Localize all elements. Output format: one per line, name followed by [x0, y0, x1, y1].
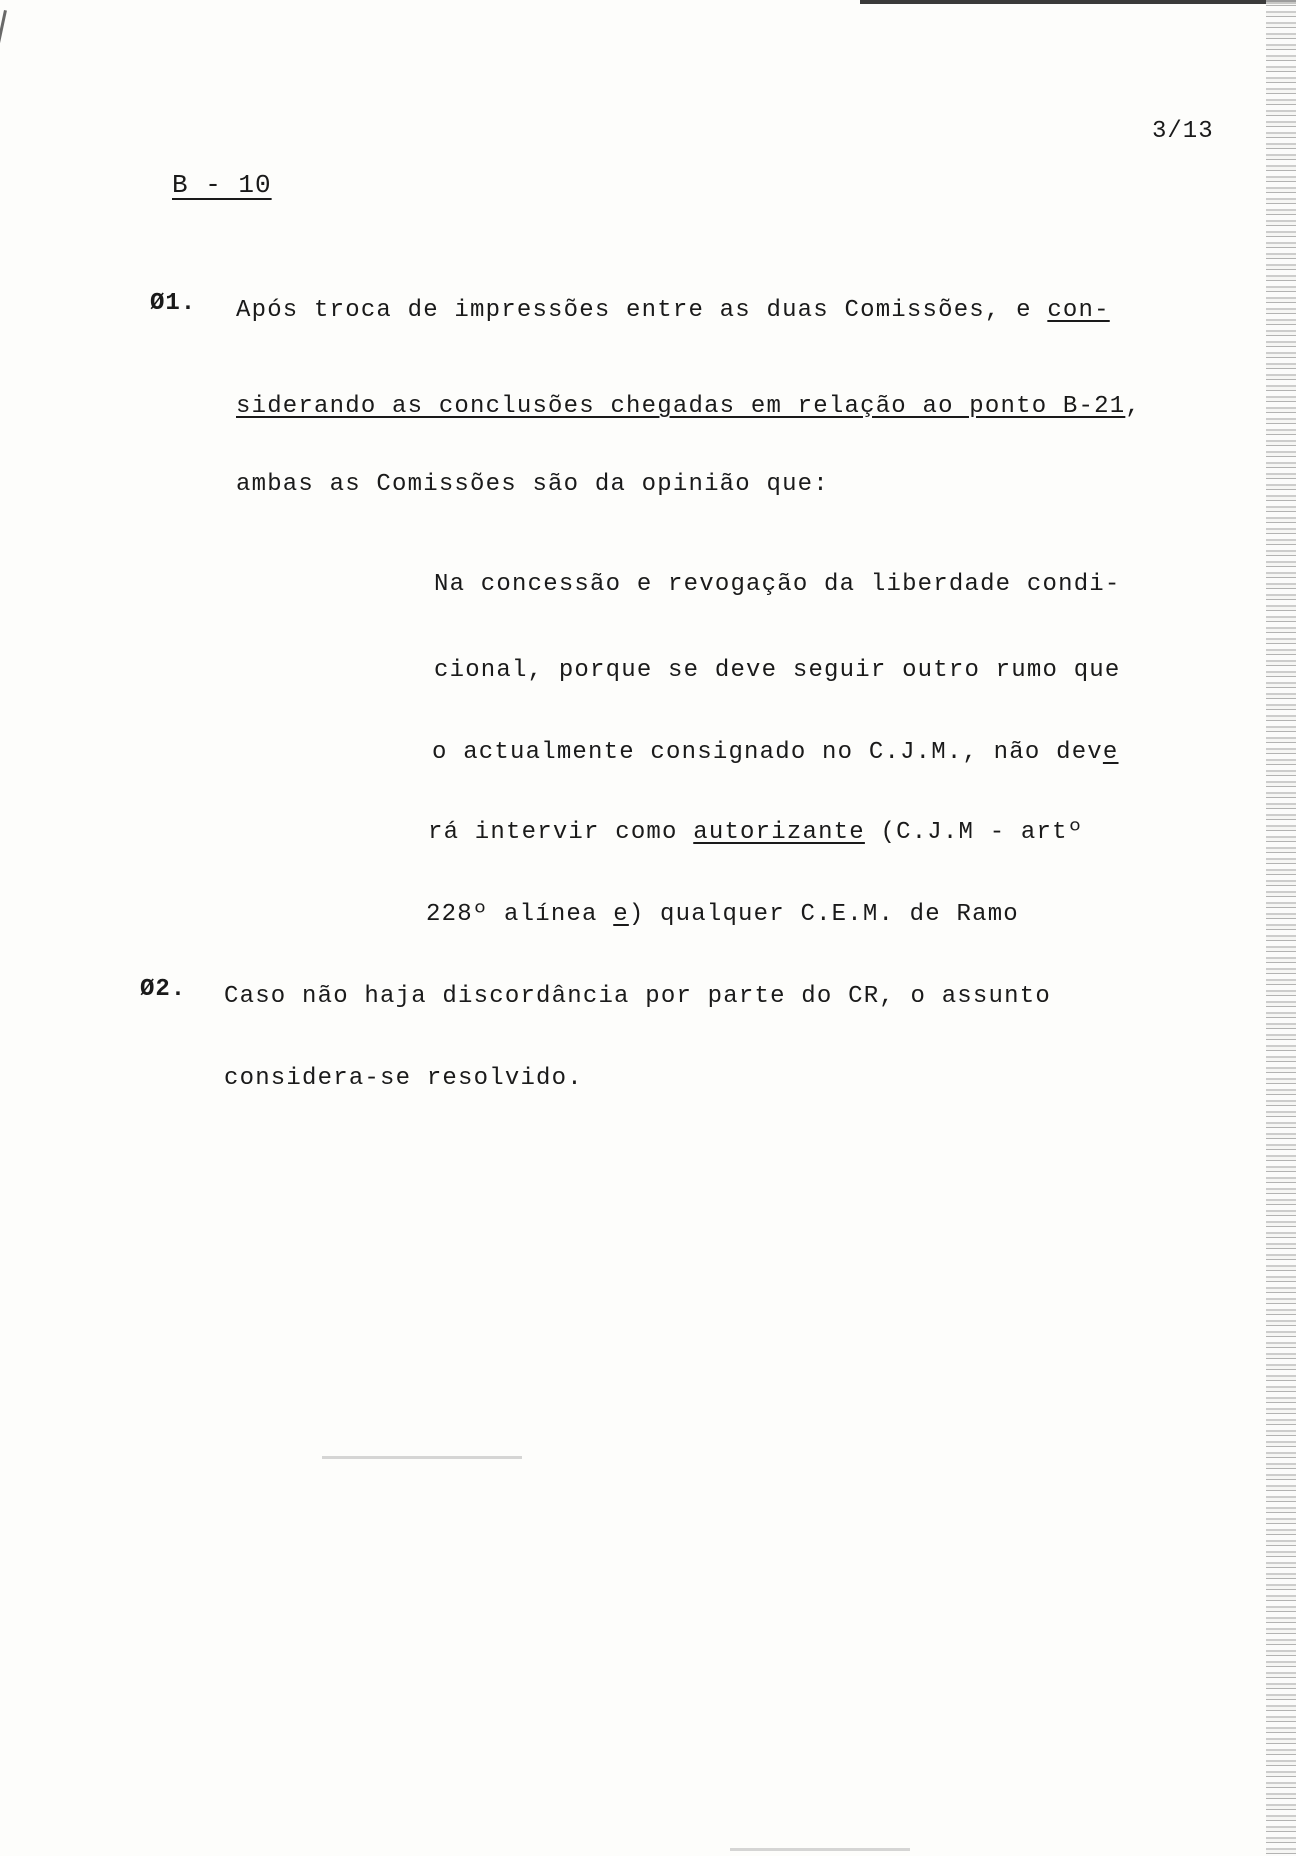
item-1-line-1-underlined: con-: [1047, 297, 1110, 324]
scan-smudge: [322, 1456, 522, 1459]
quote-line-5-tail: ) qualquer C.E.M. de Ramo: [628, 901, 1019, 928]
item-1-line-2: [236, 392, 1141, 422]
quote-line-4: [428, 818, 1083, 848]
quote-line-2: cional, porque se deve seguir outro rumo que: [434, 657, 1121, 684]
quote-line-5-underlined: e: [613, 901, 629, 928]
quote-line-5-text: 228º alínea: [426, 901, 614, 928]
item-2-line-2: considera-se resolvido.: [224, 1065, 583, 1092]
item-2-number: Ø2.: [140, 976, 187, 1003]
scan-edge-top: [860, 0, 1296, 4]
item-1-number: Ø1.: [150, 290, 197, 317]
quote-line-5: [426, 900, 1019, 930]
item-1-line-1: [236, 296, 1110, 326]
item-1-line-1-text: Após troca de impressões entre as duas Comissões, e: [236, 297, 1048, 324]
item-1-line-3: ambas as Comissões são da opinião que:: [236, 471, 829, 498]
quote-line-4-text: rá intervir como: [428, 819, 694, 846]
quote-line-4-underlined: autorizante: [693, 819, 865, 846]
scan-edge-right: [1266, 0, 1296, 1856]
item-1-line-2-text: ,: [1125, 393, 1141, 420]
section-heading: [172, 170, 272, 200]
quote-line-1: Na concessão e revogação da liberdade condi-: [434, 571, 1121, 598]
quote-line-3-underlined: e: [1102, 739, 1119, 766]
scan-edge-left: [0, 10, 7, 265]
quote-line-3-text: o actualmente consignado no C.J.M., não dev: [432, 739, 1103, 766]
quote-line-3: [432, 738, 1119, 768]
page-number: 3/13: [1152, 118, 1214, 145]
item-2-line-1: Caso não haja discordância por parte do CR, o assunto: [224, 983, 1051, 1010]
section-heading-text: B - 10: [172, 170, 272, 200]
item-1-line-2-underlined: siderando as conclusões chegadas em relação ao ponto B-21: [236, 393, 1126, 420]
scan-smudge-bottom: [730, 1848, 910, 1851]
quote-line-4-tail: (C.J.M - artº: [864, 819, 1084, 846]
